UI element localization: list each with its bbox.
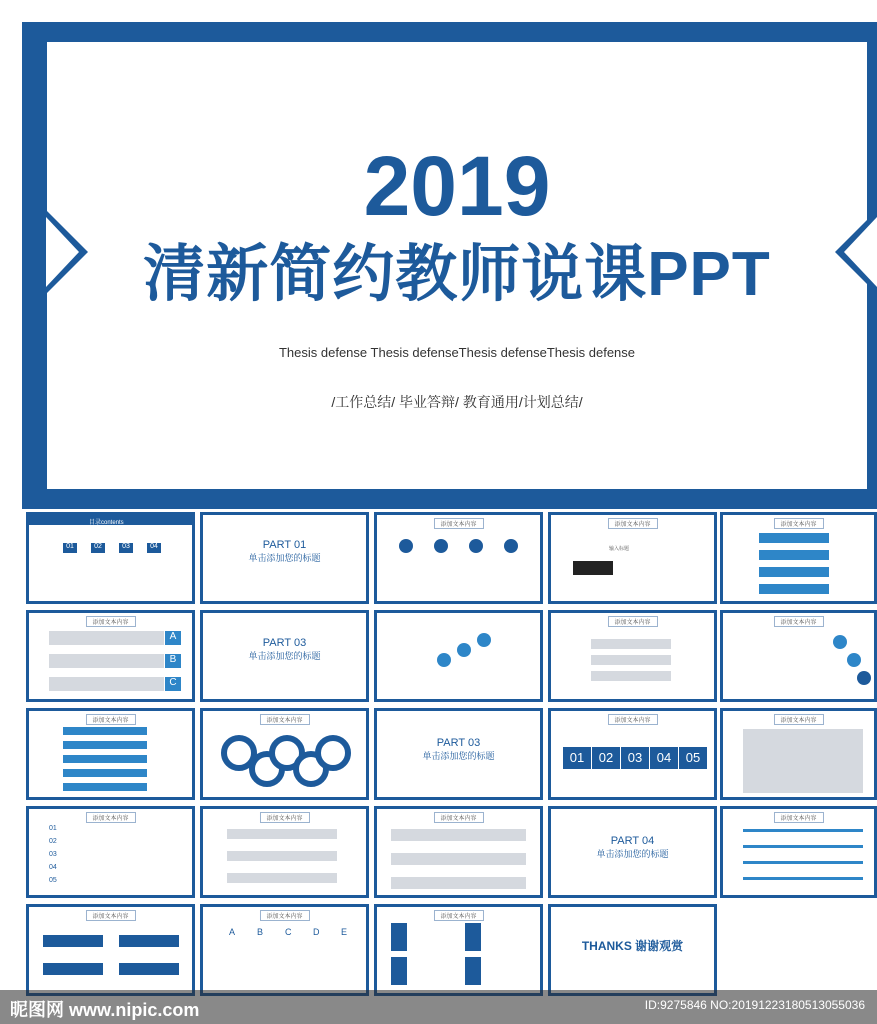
- abc-row-2: [49, 654, 164, 668]
- watermark-left: 昵图网 www.nipic.com: [10, 1000, 200, 1020]
- slide-header-label: 添加文本内容: [773, 714, 823, 725]
- quad-block-3: [391, 957, 407, 985]
- input-title-3: [43, 963, 103, 975]
- cover-title: 清新简约教师说课PPT: [143, 240, 771, 309]
- thumb-tabs-2[interactable]: [374, 806, 543, 898]
- circle-step-3: [857, 671, 871, 685]
- slide-header-label: 添加文本内容: [433, 518, 483, 529]
- toc-num-1: 01: [63, 543, 77, 553]
- thumb-toc[interactable]: [26, 512, 195, 604]
- list-rule-1: [743, 829, 863, 832]
- thumb-tabs-1[interactable]: [200, 806, 369, 898]
- part03b-block: [377, 737, 540, 762]
- slide-header-label: 添加文本内容: [85, 812, 135, 823]
- part04-block: [551, 835, 714, 860]
- column-dot-3: [469, 539, 483, 553]
- thumb-abc[interactable]: [26, 610, 195, 702]
- part04-title: PART 04: [610, 835, 655, 847]
- thumb-puzzle[interactable]: [548, 512, 717, 604]
- tab-row-3: [391, 877, 526, 889]
- slide-header-label: 添加文本内容: [773, 812, 823, 823]
- diag-letter-c: C: [285, 927, 292, 937]
- option-num-3: 03: [621, 747, 649, 769]
- numbered-bar-4: [759, 584, 829, 594]
- slide-header-label: 添加文本内容: [607, 616, 657, 627]
- puzzle-block: [573, 561, 613, 575]
- thumb-part04[interactable]: [548, 806, 717, 898]
- bar-row-3: [63, 755, 147, 763]
- quad-block-1: [391, 923, 407, 951]
- part04-subtitle: 单击添加您的标题: [596, 849, 669, 859]
- list-num-1: 01: [49, 825, 57, 832]
- circle-step-1: [833, 635, 847, 649]
- thumbnail-grid: [22, 512, 877, 1007]
- thumb-steps[interactable]: [374, 610, 543, 702]
- input-title-1: [43, 935, 103, 947]
- part01-subtitle: 单击添加您的标题: [248, 553, 321, 563]
- cover-inner: [47, 42, 867, 489]
- letter-a: A: [165, 631, 181, 645]
- thumb-part03[interactable]: [200, 610, 369, 702]
- part03-title: PART 03: [262, 637, 307, 649]
- step-dot-3: [477, 633, 491, 647]
- letter-b: B: [165, 654, 181, 668]
- part03-block: [203, 637, 366, 662]
- list-panel: [743, 729, 863, 793]
- option-num-4: 04: [650, 747, 678, 769]
- thumb-rings[interactable]: [200, 708, 369, 800]
- diag-letter-b: B: [257, 927, 264, 937]
- diag-letter-d: D: [313, 927, 320, 937]
- tab-row-1: [227, 829, 337, 839]
- part03b-subtitle: 单击添加您的标题: [422, 751, 495, 761]
- toc-num-2: 02: [91, 543, 105, 553]
- letter-c: C: [165, 677, 181, 691]
- bar-row-5: [63, 783, 147, 791]
- list-rule-3: [743, 861, 863, 864]
- part01-block: [203, 539, 366, 564]
- diag-letter-e: E: [341, 927, 348, 937]
- thumb-part01[interactable]: [200, 512, 369, 604]
- step-dot-2: [457, 643, 471, 657]
- watermark-bar: [0, 990, 877, 1024]
- thanks-text: THANKS 谢谢观赏: [581, 939, 684, 953]
- bar-row-1: [63, 727, 147, 735]
- toc-num-3: 03: [119, 543, 133, 553]
- column-dot-4: [504, 539, 518, 553]
- list-rule-2: [743, 845, 863, 848]
- tab-row-3: [227, 873, 337, 883]
- option-num-1: 01: [563, 747, 591, 769]
- slide-header-label: 添加文本内容: [85, 616, 135, 627]
- thumb-thanks[interactable]: [548, 904, 717, 996]
- diag-letter-a: A: [229, 927, 236, 937]
- thumb-numbered-bars[interactable]: [720, 512, 877, 604]
- thumb-circles-steps[interactable]: [720, 610, 877, 702]
- tab-row-1: [391, 829, 526, 841]
- left-chevron-decoration: [46, 210, 88, 294]
- list-num-5: 05: [49, 877, 57, 884]
- list-num-2: 02: [49, 838, 57, 845]
- thumb-part03b[interactable]: [374, 708, 543, 800]
- thumb-list-dots[interactable]: [720, 708, 877, 800]
- thumb-quad[interactable]: [374, 904, 543, 996]
- list-num-3: 03: [49, 851, 57, 858]
- cover-year: 2019: [363, 139, 551, 233]
- step-dot-1: [437, 653, 451, 667]
- arrow-row-3: [591, 671, 671, 681]
- numbered-bar-2: [759, 550, 829, 560]
- list-rule-4: [743, 877, 863, 880]
- slide-header-label: 添加文本内容: [259, 812, 309, 823]
- ring-5: [315, 735, 351, 771]
- bar-row-2: [63, 741, 147, 749]
- slide-header-label: 添加文本内容: [259, 910, 309, 921]
- column-dot-1: [399, 539, 413, 553]
- circle-step-2: [847, 653, 861, 667]
- quad-block-4: [465, 957, 481, 985]
- slide-header-label: 添加文本内容: [259, 714, 309, 725]
- numbered-bar-1: [759, 533, 829, 543]
- arrow-row-2: [591, 655, 671, 665]
- tab-row-2: [227, 851, 337, 861]
- quad-block-2: [465, 923, 481, 951]
- option-num-2: 02: [592, 747, 620, 769]
- slide-header-label: 添加文本内容: [773, 518, 823, 529]
- slide-header-label: 添加文本内容: [85, 910, 135, 921]
- option-num-5: 05: [679, 747, 707, 769]
- arrow-row-1: [591, 639, 671, 649]
- abc-row-3: [49, 677, 164, 691]
- puzzle-label: 输入标题: [609, 546, 630, 552]
- slide-header-label: 添加文本内容: [85, 714, 135, 725]
- part03b-title: PART 03: [436, 737, 481, 749]
- cover-tags: /工作总结/ 毕业答辩/ 教育通用/计划总结/: [331, 394, 583, 410]
- tab-row-2: [391, 853, 526, 865]
- thumb-diagonal[interactable]: [200, 904, 369, 996]
- slide-header-label: 添加文本内容: [607, 518, 657, 529]
- thumb-bars-05[interactable]: [26, 708, 195, 800]
- toc-header: 目录contents: [89, 520, 124, 526]
- thumb-options[interactable]: [548, 708, 717, 800]
- thumb-numbered-list[interactable]: [26, 806, 195, 898]
- numbered-bar-3: [759, 567, 829, 577]
- watermark-right: ID:9275846 NO:20191223180513055036: [644, 998, 865, 1012]
- thumb-list-rows[interactable]: [720, 806, 877, 898]
- part01-title: PART 01: [262, 539, 307, 551]
- bar-row-4: [63, 769, 147, 777]
- part03-subtitle: 单击添加您的标题: [248, 651, 321, 661]
- right-chevron-decoration: [835, 210, 877, 294]
- toc-num-4: 04: [147, 543, 161, 553]
- cover-slide: [22, 22, 877, 509]
- thumb-arrows[interactable]: [548, 610, 717, 702]
- column-dot-2: [434, 539, 448, 553]
- input-title-4: [119, 963, 179, 975]
- thumb-input-titles[interactable]: [26, 904, 195, 996]
- slide-header-label: 添加文本内容: [433, 812, 483, 823]
- slide-header-label: 添加文本内容: [773, 616, 823, 627]
- input-title-2: [119, 935, 179, 947]
- slide-header-label: 添加文本内容: [607, 714, 657, 725]
- list-num-4: 04: [49, 864, 57, 871]
- cover-subtitle: Thesis defense Thesis defenseThesis defenseThesis defense: [278, 345, 636, 360]
- slide-header-label: 添加文本内容: [433, 910, 483, 921]
- thumb-four-columns[interactable]: [374, 512, 543, 604]
- abc-row-1: [49, 631, 164, 645]
